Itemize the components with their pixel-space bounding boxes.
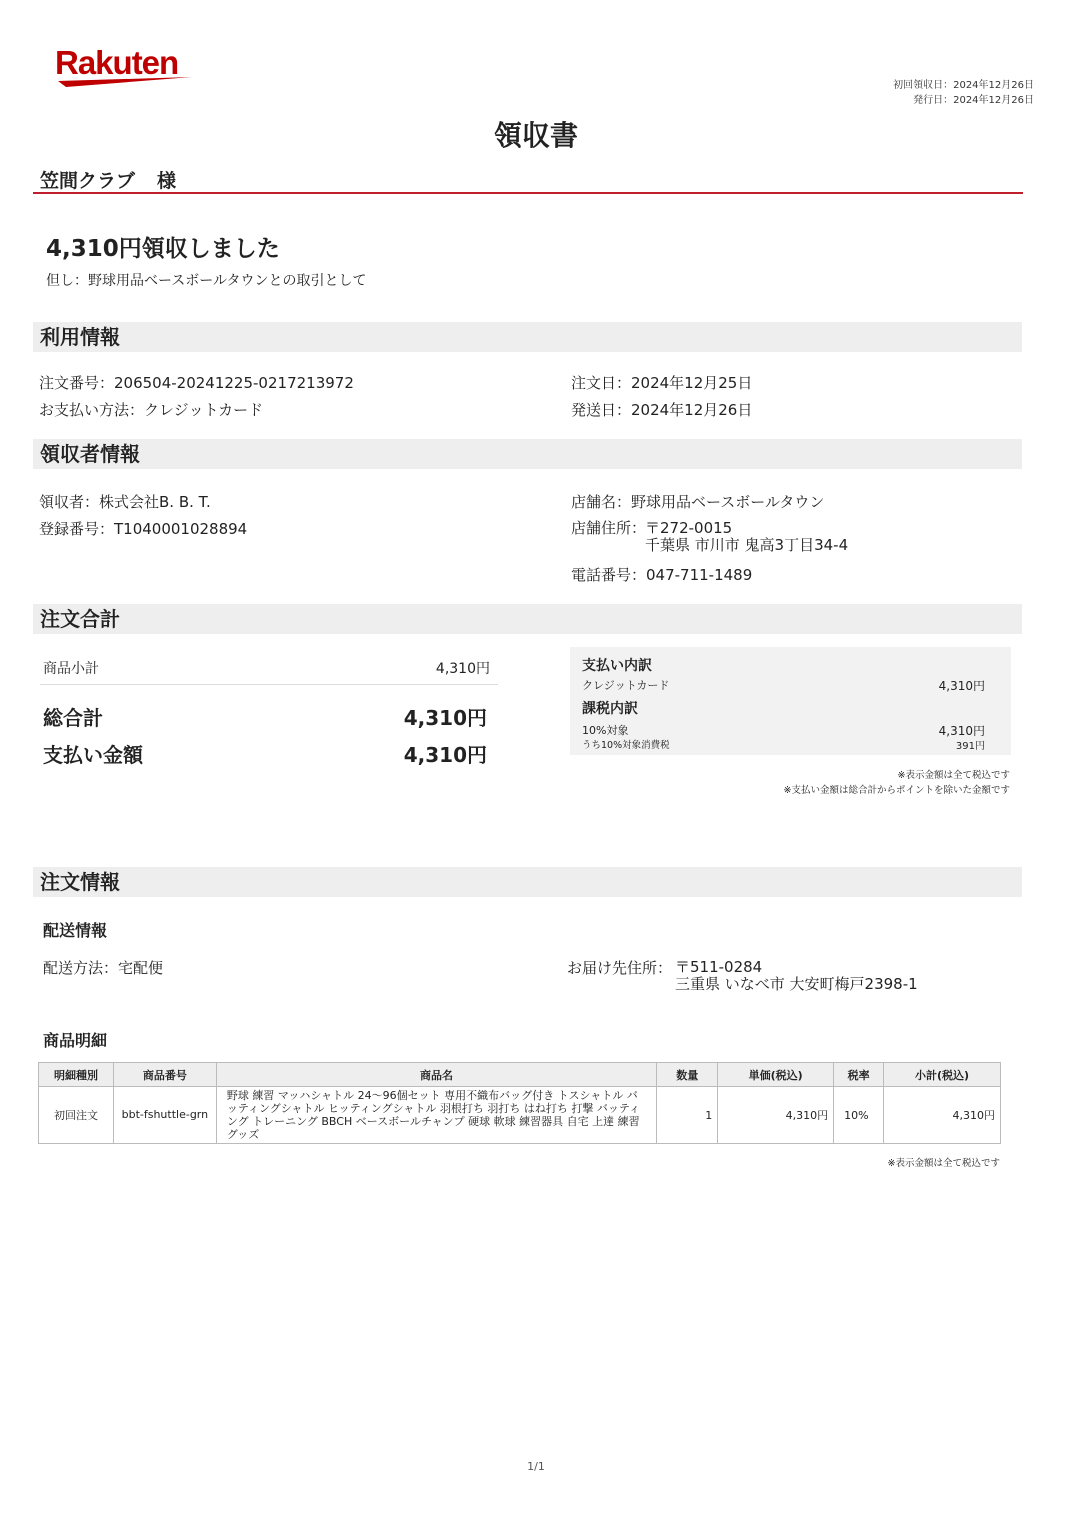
tax-target-label: 10%対象 [582,724,629,737]
item-unit-price: 4,310円 [718,1087,834,1144]
item-qty: 1 [657,1087,718,1144]
items-table [38,1062,1001,1144]
section-usage-info: 利用情報 [33,322,1022,352]
rakuten-logo [54,44,200,90]
item-name: 野球 練習 マッハシャトル 24〜96個セット 専用不織布バッグ付き トスシャトル バッティングシャトル ヒッティングシャトル 羽根打ち 羽打ち はね打ち 打撃 バッティング トレーニング BBCH ベースボールチャンプ 硬球 軟球 練習器具 自宅 上達 練習グッズ [216,1087,656,1144]
item-code: bbt-fshuttle-grn [113,1087,216,1144]
issue-date: 発行日：2024年12月26日 [913,95,1034,106]
col-unit-price: 単価(税込) [718,1063,834,1087]
grand-total-label: 総合計 [43,706,103,730]
section-order-totals: 注文合計 [33,604,1022,634]
credit-card-label: クレジットカード [582,679,670,692]
item-type: 初回注文 [39,1087,114,1144]
document-title: 領収書 [493,119,578,152]
col-subtotal: 小計(税込) [884,1063,1001,1087]
ship-date: 発送日：2024年12月26日 [571,401,753,419]
page-number: 1/1 [527,1460,545,1473]
grand-total-value: 4,310円 [403,706,487,730]
section-receiver-info: 領収者情報 [33,439,1022,469]
store-phone: 電話番号：047-711-1489 [571,566,753,584]
item-subtotal: 4,310円 [884,1087,1001,1144]
store-address: 千葉県 市川市 鬼高3丁目34-4 [645,536,849,554]
table-tax-note: ※表示金額は全て税込です [887,1158,1000,1169]
points-note: ※支払い金額は総合計からポイントを除いた金額です [783,785,1010,796]
honorific: 様 [157,170,177,192]
tax-breakdown-label: 課税内訳 [582,701,638,717]
delivery-address: 三重県 いなべ市 大安町梅戸2398-1 [675,975,918,993]
svg-text:Rakuten: Rakuten [55,44,179,81]
section-order-info: 注文情報 [33,867,1022,897]
col-code: 商品番号 [113,1063,216,1087]
credit-card-amount: 4,310円 [938,679,985,693]
items-heading: 商品明細 [43,1031,108,1050]
store-address-label: 店舗住所： [571,519,647,537]
issuer: 領収者：株式会社B. B. T. [39,493,211,511]
col-name: 商品名 [216,1063,656,1087]
tax-included-label: うち10%対象消費税 [582,740,670,751]
payment-amount-value: 4,310円 [403,743,487,767]
shipping-method: 配送方法：宅配便 [43,959,164,977]
shipping-heading: 配送情報 [43,921,108,940]
received-amount: 4,310円領収しました [46,236,280,262]
subtotal-label: 商品小計 [43,661,99,677]
tax-included-amount: 391円 [955,741,985,752]
store-name: 店舗名：野球用品ベースボールタウン [571,493,825,511]
tax-target-amount: 4,310円 [938,724,985,738]
table-row [39,1087,1001,1144]
col-tax-rate: 税率 [834,1063,884,1087]
order-number: 注文番号：206504-20241225-0217213972 [39,374,354,392]
proviso: 但し：野球用品ベースボールタウンとの取引として [46,273,367,289]
registration-number: 登録番号：T1040001028894 [39,520,248,538]
col-qty: 数量 [657,1063,718,1087]
totals-notes [784,768,1010,798]
subtotal-value: 4,310円 [435,661,490,677]
delivery-address-label: お届け先住所： [567,959,673,977]
col-type: 明細種別 [39,1063,114,1087]
payment-breakdown-box [570,647,1011,755]
tax-note: ※表示金額は全て税込です [897,770,1010,781]
first-receipt-date: 初回領収日：2024年12月26日 [893,80,1034,91]
divider [33,192,1023,194]
delivery-postal: 〒511-0284 [675,958,763,976]
payment-breakdown-label: 支払い内訳 [582,658,652,674]
divider [40,684,498,685]
store-postal: 〒272-0015 [645,519,733,537]
recipient-name [40,166,176,193]
issue-dates [893,78,1034,108]
order-date: 注文日：2024年12月25日 [571,374,753,392]
item-tax-rate: 10% [834,1087,884,1144]
table-header-row [39,1063,1001,1087]
recipient: 笠間クラブ [40,170,136,192]
payment-method: お支払い方法：クレジットカード [39,401,264,419]
payment-amount-label: 支払い金額 [43,743,143,767]
